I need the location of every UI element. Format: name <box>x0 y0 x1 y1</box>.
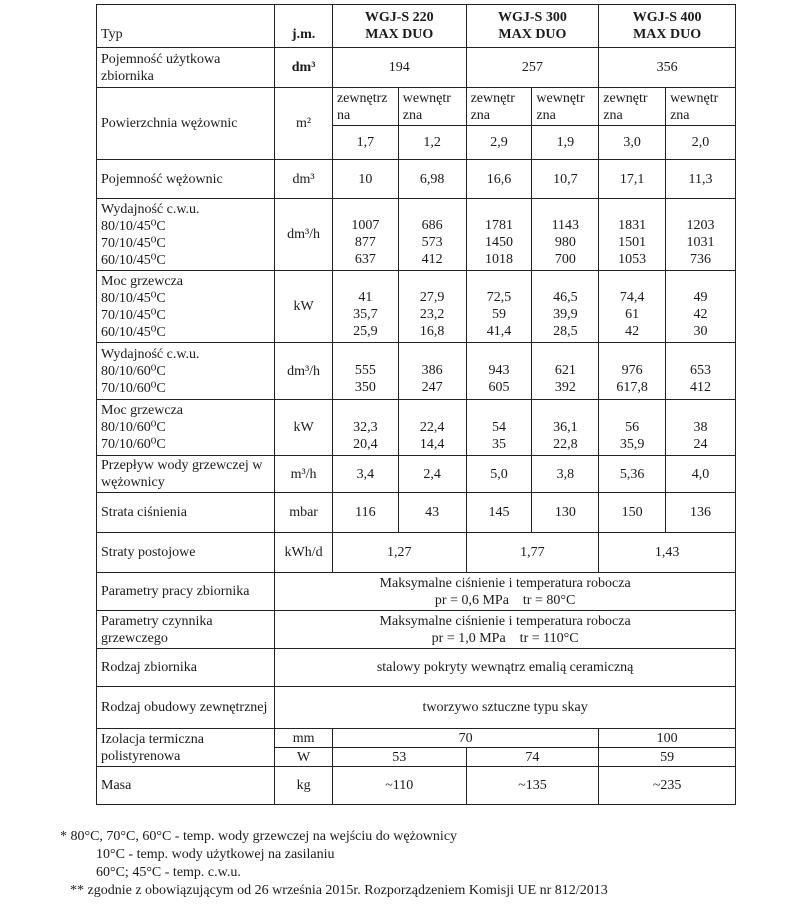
cell-value: 130 <box>532 493 599 533</box>
subheader-cell: zewnętrz na <box>332 88 398 126</box>
row-masa <box>97 767 736 805</box>
cell-value-group: Maksymalne ciśnienie i temperatura robocza pr = 1,0 MPa tr = 110°C <box>275 611 736 649</box>
cell-value: 356 <box>599 48 736 88</box>
cell-value: 1,27 <box>332 533 466 573</box>
cell-value: ~110 <box>332 767 466 805</box>
row-unit: mbar <box>275 493 333 533</box>
row-label: Wydajność c.w.u. 80/10/60⁰C 70/10/60⁰C <box>97 343 275 400</box>
cell-value-group: 1203 1031 736 <box>666 199 736 271</box>
cell-value: 53 <box>332 748 466 767</box>
row-pojemnosc-zbiornika <box>97 48 736 88</box>
cell-value: 2,9 <box>466 126 532 160</box>
cell-value: 2,4 <box>398 456 466 493</box>
row-label: Powierzchnia wężownic <box>97 88 275 160</box>
cell-value: 1,7 <box>332 126 398 160</box>
row-unit: kW <box>275 400 333 456</box>
cell-value-group: 943 605 <box>466 343 532 400</box>
cell-value: 70 <box>332 729 598 748</box>
cell-value-group: 386 247 <box>398 343 466 400</box>
cell-value: 1,43 <box>599 533 736 573</box>
header-typ: Typ <box>97 5 275 48</box>
row-unit: kW <box>275 271 333 343</box>
cell-value-group: 36,1 22,8 <box>532 400 599 456</box>
row-unit: dm³/h <box>275 199 333 271</box>
row-label: Wydajność c.w.u. 80/10/45⁰C 70/10/45⁰C 60/10/45⁰C <box>97 199 275 271</box>
cell-value: 11,3 <box>666 160 736 199</box>
cell-value-group: 976 617,8 <box>599 343 666 400</box>
row-unit: kg <box>275 767 333 805</box>
cell-value: 6,98 <box>398 160 466 199</box>
cell-value-group: Maksymalne ciśnienie i temperatura robocza pr = 0,6 MPa tr = 80°C <box>275 573 736 611</box>
row-przeplyw <box>97 456 736 493</box>
footnote: 60°C; 45°C - temp. c.w.u. <box>96 865 241 880</box>
cell-value-group: 1143 980 700 <box>532 199 599 271</box>
footnote: 10°C - temp. wody użytkowej na zasilaniu <box>96 847 335 862</box>
cell-value-group: 22,4 14,4 <box>398 400 466 456</box>
row-unit: m² <box>275 88 333 160</box>
row-parametry-zbiornika <box>97 573 736 611</box>
cell-value-group: 41 35,7 25,9 <box>332 271 398 343</box>
cell-value: 16,6 <box>466 160 532 199</box>
cell-value: 1,9 <box>532 126 599 160</box>
footnote: * 80°C, 70°C, 60°C - temp. wody grzewczej na wejściu do wężownicy <box>60 829 458 844</box>
row-unit: m³/h <box>275 456 333 493</box>
cell-value-group: 621 392 <box>532 343 599 400</box>
row-label: Przepływ wody grzewczej w wężownicy <box>97 456 275 493</box>
cell-value: 150 <box>599 493 666 533</box>
row-rodzaj-obudowy <box>97 687 736 729</box>
footnotes <box>60 828 608 900</box>
row-label: Strata ciśnienia <box>97 493 275 533</box>
cell-value-group: 1007 877 637 <box>332 199 398 271</box>
subheader-cell: wewnętr zna <box>398 88 466 126</box>
subheader-cell: zewnętr zna <box>466 88 532 126</box>
cell-value-group: 1781 1450 1018 <box>466 199 532 271</box>
cell-value-group: 27,9 23,2 16,8 <box>398 271 466 343</box>
row-unit: mm <box>275 729 333 748</box>
row-label: Pojemność wężownic <box>97 160 275 199</box>
cell-value: 3,4 <box>332 456 398 493</box>
cell-value: 10,7 <box>532 160 599 199</box>
header-jm: j.m. <box>275 5 333 48</box>
row-label: Rodzaj obudowy zewnętrznej <box>97 687 275 729</box>
cell-value: ~235 <box>599 767 736 805</box>
spec-table <box>96 4 736 805</box>
row-parametry-czynnika <box>97 611 736 649</box>
subheader-cell: wewnętr zna <box>666 88 736 126</box>
subheader-cell: wewnętr zna <box>532 88 599 126</box>
row-label: Rodzaj zbiornika <box>97 649 275 687</box>
cell-value: 74 <box>466 748 599 767</box>
cell-value: 5,0 <box>466 456 532 493</box>
cell-value-group: 686 573 412 <box>398 199 466 271</box>
row-unit: W <box>275 748 333 767</box>
cell-value: 17,1 <box>599 160 666 199</box>
row-label: Pojemność użytkowa zbiornika <box>97 48 275 88</box>
cell-value-group: 555 350 <box>332 343 398 400</box>
cell-value-group: 74,4 61 42 <box>599 271 666 343</box>
cell-value: ~135 <box>466 767 599 805</box>
cell-value: stalowy pokryty wewnątrz emalią ceramiczną <box>275 649 736 687</box>
row-powierzchnia-sub <box>97 88 736 126</box>
cell-value-group: 32,3 20,4 <box>332 400 398 456</box>
cell-value: 10 <box>332 160 398 199</box>
row-label: Izolacja termiczna polistyrenowa <box>97 729 275 767</box>
cell-value: 3,0 <box>599 126 666 160</box>
subheader-cell: zewnętr zna <box>599 88 666 126</box>
row-label: Moc grzewcza 80/10/45⁰C 70/10/45⁰C 60/10/45⁰C <box>97 271 275 343</box>
cell-value-group: 56 35,9 <box>599 400 666 456</box>
row-unit: kWh/d <box>275 533 333 573</box>
row-wydajnosc-45 <box>97 199 736 271</box>
cell-value: 194 <box>332 48 466 88</box>
cell-value: 257 <box>466 48 599 88</box>
row-unit: dm³/h <box>275 343 333 400</box>
row-wydajnosc-60 <box>97 343 736 400</box>
row-pojemnosc-wezownic <box>97 160 736 199</box>
row-izolacja-mm <box>97 729 736 748</box>
cell-value: 59 <box>599 748 736 767</box>
row-unit: dm³ <box>275 160 333 199</box>
cell-value: 136 <box>666 493 736 533</box>
cell-value-group: 1831 1501 1053 <box>599 199 666 271</box>
cell-value: 145 <box>466 493 532 533</box>
header-model-400: WGJ-S 400 MAX DUO <box>599 5 736 48</box>
cell-value: 1,2 <box>398 126 466 160</box>
cell-value: 5,36 <box>599 456 666 493</box>
row-rodzaj-zbiornika <box>97 649 736 687</box>
cell-value: tworzywo sztuczne typu skay <box>275 687 736 729</box>
row-strata-cisnienia <box>97 493 736 533</box>
row-label: Masa <box>97 767 275 805</box>
cell-value-group: 653 412 <box>666 343 736 400</box>
cell-value-group: 72,5 59 41,4 <box>466 271 532 343</box>
header-model-300: WGJ-S 300 MAX DUO <box>466 5 599 48</box>
row-label: Parametry czynnika grzewczego <box>97 611 275 649</box>
row-moc-45 <box>97 271 736 343</box>
cell-value: 2,0 <box>666 126 736 160</box>
cell-value-group: 46,5 39,9 28,5 <box>532 271 599 343</box>
cell-value: 43 <box>398 493 466 533</box>
row-unit: dm³ <box>275 48 333 88</box>
cell-value: 100 <box>599 729 736 748</box>
header-row <box>97 5 736 48</box>
cell-value-group: 54 35 <box>466 400 532 456</box>
header-model-220: WGJ-S 220 MAX DUO <box>332 5 466 48</box>
cell-value: 116 <box>332 493 398 533</box>
cell-value-group: 49 42 30 <box>666 271 736 343</box>
row-label: Parametry pracy zbiornika <box>97 573 275 611</box>
cell-value: 4,0 <box>666 456 736 493</box>
row-label: Moc grzewcza 80/10/60⁰C 70/10/60⁰C <box>97 400 275 456</box>
footnote: ** zgodnie z obowiązującym od 26 września 2015r. Rozporządzeniem Komisji UE nr 812/2013 <box>70 883 608 898</box>
row-moc-60 <box>97 400 736 456</box>
cell-value-group: 38 24 <box>666 400 736 456</box>
row-label: Straty postojowe <box>97 533 275 573</box>
row-straty-postojowe <box>97 533 736 573</box>
cell-value: 3,8 <box>532 456 599 493</box>
cell-value: 1,77 <box>466 533 599 573</box>
